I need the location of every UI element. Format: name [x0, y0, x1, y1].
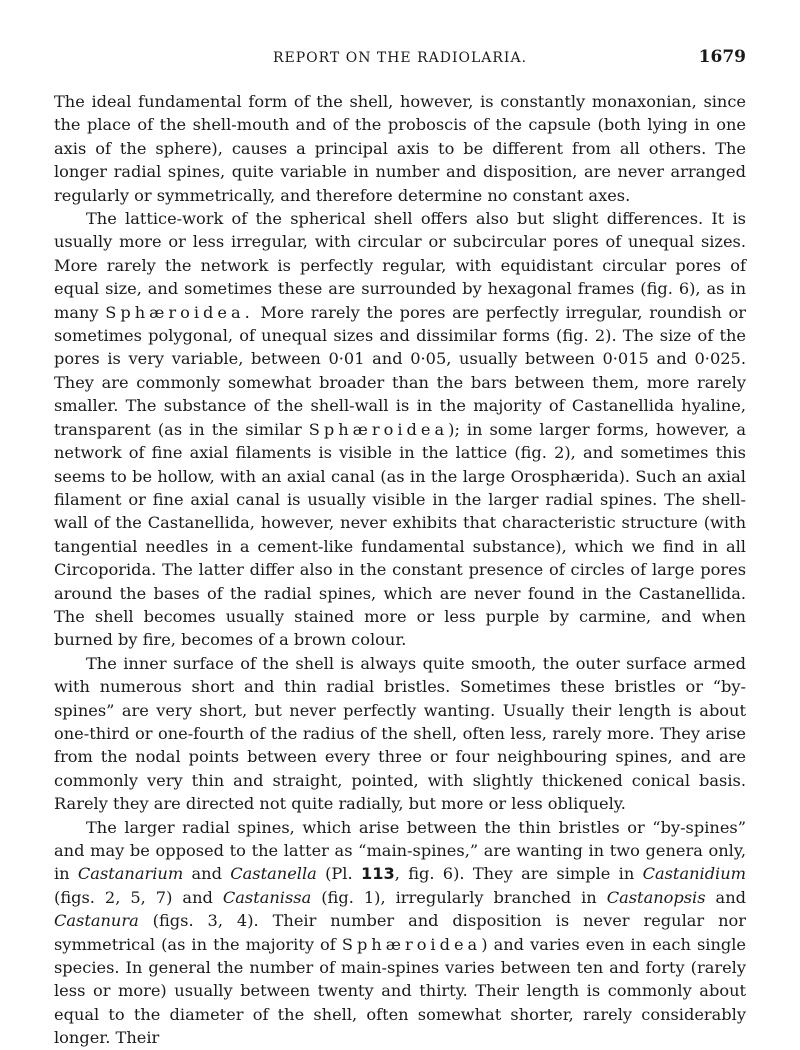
paragraph-1 — [54, 90, 746, 207]
paragraph-3-text: The inner surface of the shell is always quite smooth, the outer surface armed with numerous short and thin radial bristles. Sometimes these bristles or “by-spines” are very short, but never perfectly wanting. Usually their length is about one-third or one-fourth of the radius of the shell, often less, rarely more. They arise from the nodal points between every three or four neighbouring spines, and are commonly very thin and straight, pointed, with slightly thickened conical basis. Rarely they are directed not quite radially, but more or less obliquely. — [54, 653, 746, 814]
genus-name: Castanarium — [77, 864, 184, 884]
body-text — [54, 90, 746, 1050]
paragraph-4-text-3: (Pl. — [316, 864, 361, 884]
taxon-name: Sphæroidea — [308, 419, 449, 439]
genus-name: Castanella — [230, 864, 317, 884]
paragraph-4-text-6: (fig. 1), irregularly branched in — [311, 887, 607, 907]
genus-name: Castanidium — [642, 864, 747, 884]
page-number: 1679 — [698, 47, 746, 67]
genus-name: Castanopsis — [606, 887, 706, 907]
paragraph-4-text-7: and — [705, 887, 746, 907]
running-title: REPORT ON THE RADIOLARIA. — [272, 50, 528, 66]
paragraph-4-text-4: , fig. 6). They are simple in — [394, 864, 643, 884]
taxon-name: Sphæroidea. — [105, 302, 254, 322]
genus-name: Castanissa — [222, 887, 312, 907]
page — [54, 46, 746, 1050]
plate-number: 113 — [360, 864, 395, 884]
paragraph-2-text-1: The lattice-work of the spherical shell offers also but slight differences. It is usually more or less irregular, with circular or subcircular pores of unequal sizes. More rarely the network is perfectly regular, with equidistant circular pores of equal size, and sometimes these are surrounded by hexagonal frames (fig. 6), as in many — [54, 209, 746, 322]
paragraph-4-text-9: ) and varies even in each single species. In general the number of main-spines varies between ten and forty (rarely less or more) usually between twenty and thirty. Their length is commonly about equal to the diameter of the shell, often somewhat shorter, rarely considerably longer. Their — [54, 934, 747, 1048]
paragraph-3 — [54, 652, 746, 816]
paragraph-4 — [54, 816, 746, 1050]
paragraph-4-text-5: (figs. 2, 5, 7) and — [54, 887, 223, 907]
paragraph-2-text-3: ); in some larger forms, however, a network of fine axial filaments is visible in the lattice (fig. 2), and sometimes this seems to be hollow, with an axial canal (as in the large Orosphærida). Such an axial filament or fine axial canal is usually visible in the larger radial spines. The shell-wall of the Castanellida, however, never exhibits that characteristic structure (with tangential needles in a cement-like fundamental substance), which we find in all Circoporida. The latter differ also in the constant presence of circles of large pores around the bases of the radial spines, which are never found in the Castanellida. The shell becomes usually stained more or less purple by carmine, and when burned by fire, becomes of a brown colour. — [54, 419, 746, 650]
taxon-name: Sphæroidea — [341, 934, 482, 954]
paragraph-2 — [54, 207, 746, 652]
paragraph-4-text-2: and — [183, 864, 231, 884]
paragraph-4-text-1: The larger radial spines, which arise between the thin bristles or “by-spines” and may be opposed to the latter as “main-spines,” are wanting in two genera only, in — [54, 817, 746, 884]
paragraph-2-text-2: More rarely the pores are perfectly irregular, roundish or sometimes polygonal, of unequal sizes and dissimilar forms (fig. 2). The size of the pores is very variable, between 0·01 and 0·05, usually between 0·015 and 0·025. They are commonly somewhat broader than the bars between them, more rarely smaller. The substance of the shell-wall is in the majority of Castanellida hyaline, transparent (as in the similar — [54, 302, 746, 439]
paragraph-4-text-8: (figs. 3, 4). Their number and disposition is never regular nor symmetrical (as in the majority of — [54, 911, 746, 954]
running-head — [54, 46, 746, 74]
genus-name: Castanura — [54, 911, 139, 931]
paragraph-1-text: The ideal fundamental form of the shell, however, is constantly monaxonian, since the place of the shell-mouth and of the proboscis of the capsule (both lying in one axis of the sphere), causes a principal axis to be different from all others. The longer radial spines, quite variable in number and disposition, are never arranged regularly or symmetrically, and therefore determine no constant axes. — [54, 92, 746, 205]
